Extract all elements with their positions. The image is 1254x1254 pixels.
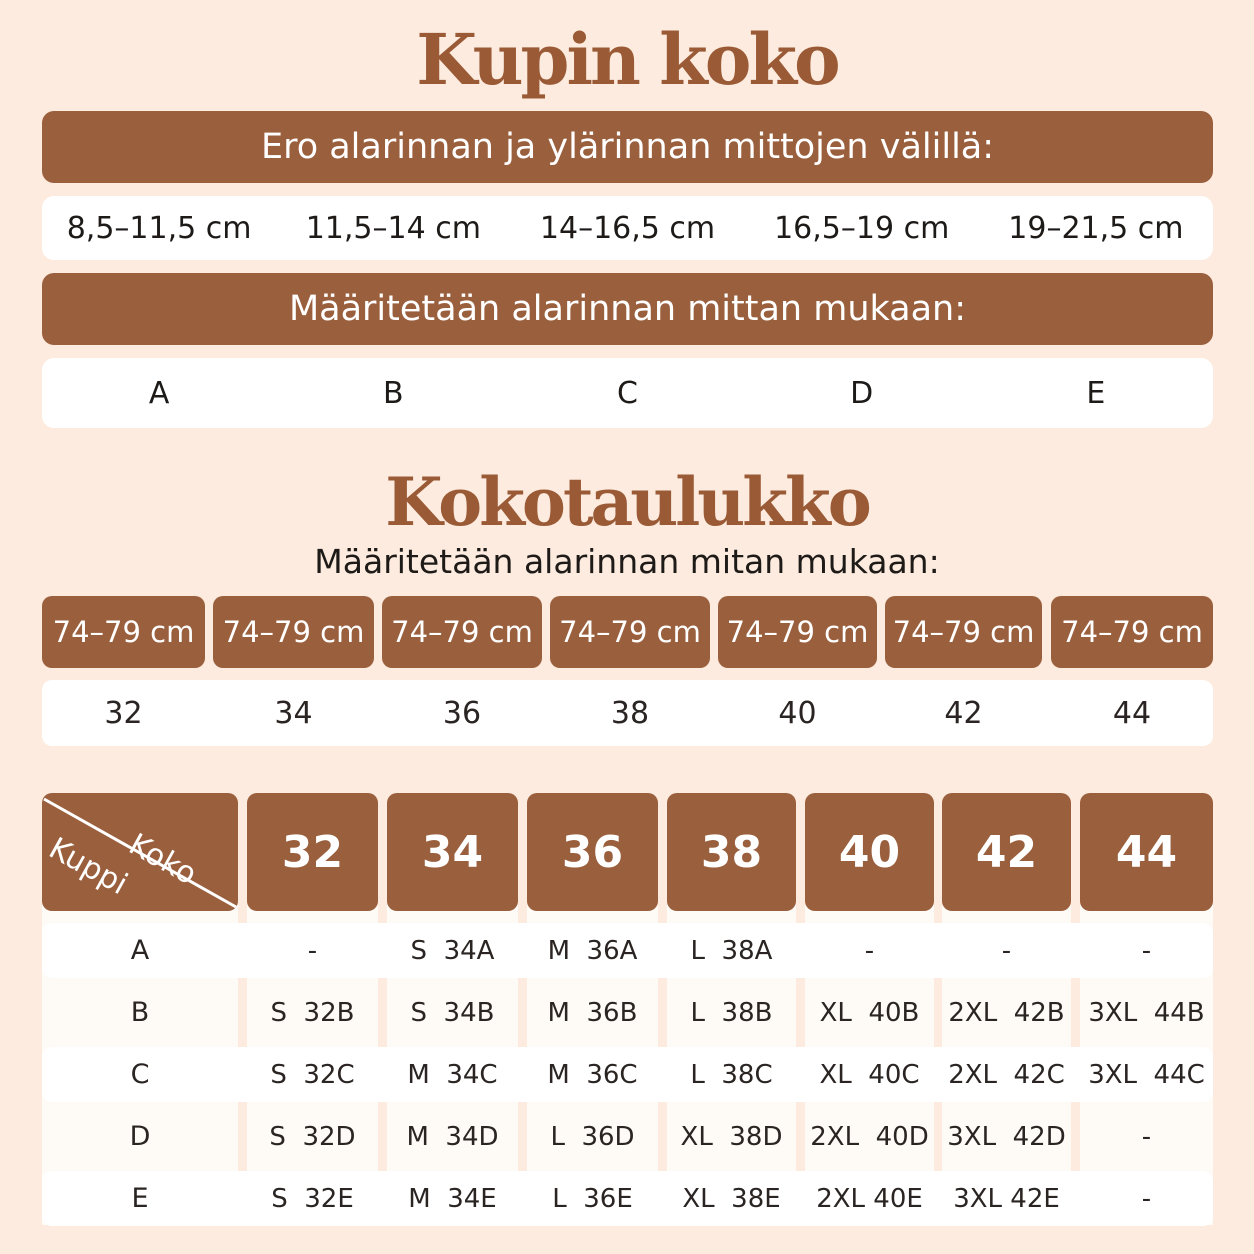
band-range-box: 74–79 cm [42,596,205,668]
cup-size-title: Kupin koko [416,18,838,101]
matrix-cell: 3XL 42D [947,1121,1066,1152]
matrix-cell: S 34A [410,935,495,966]
matrix-row-label: B [130,997,150,1028]
cup-letter-cell: A [148,375,170,411]
corner-label-cup: Kuppi [43,831,134,903]
matrix-cell: - [1141,1183,1152,1214]
matrix-column-header: 34 [387,793,518,911]
matrix-cell: 2XL 40E [816,1183,923,1214]
matrix-column-header: 40 [805,793,934,911]
cup-letter-header: Määritetään alarinnan mittan mukaan: [42,273,1213,345]
range-cell: 8,5–11,5 cm [66,210,252,246]
matrix-cell: - [1141,1121,1152,1152]
matrix-column-header: 38 [667,793,796,911]
band-size-value: 42 [944,695,983,731]
matrix-column-header: 32 [247,793,378,911]
matrix-cell: 3XL 42E [953,1183,1060,1214]
matrix-cell: - [307,935,318,966]
cup-letter-cell: C [617,375,638,411]
band-size-value: 32 [104,695,143,731]
band-size-value: 38 [610,695,650,731]
matrix-cell: M 34D [406,1121,499,1152]
matrix-row-label: C [130,1059,150,1090]
matrix-cell: S 32E [271,1183,354,1214]
corner-label-size: Koko [123,827,203,893]
cup-letter-cell: B [383,375,404,411]
matrix-cell: XL 38E [682,1183,781,1214]
size-chart-subtitle: Määritetään alarinnan mitan mukaan: [314,542,940,581]
matrix-cell: L 36D [550,1121,635,1152]
matrix-cell: - [1141,935,1152,966]
matrix-cell: XL 40B [819,997,920,1028]
matrix-column-header: 36 [527,793,658,911]
cup-letter-cell: E [1086,375,1106,411]
band-size-value: 34 [274,695,313,731]
matrix-cell: L 36E [552,1183,633,1214]
matrix-cell: 3XL 44B [1088,997,1205,1028]
band-size-value: 40 [778,695,817,731]
band-range-box: 74–79 cm [718,596,877,668]
band-range-box: 74–79 cm [1051,596,1213,668]
matrix-cell: M 36C [547,1059,638,1090]
matrix-row-label: E [131,1183,149,1214]
matrix-cell: 3XL 44C [1088,1059,1205,1090]
matrix-cell: S 32D [269,1121,356,1152]
cup-letters-row [42,358,1213,428]
matrix-cell: 2XL 42B [948,997,1065,1028]
matrix-row-label: A [130,935,150,966]
cup-difference-header: Ero alarinnan ja ylärinnan mittojen välillä: [42,111,1213,183]
range-cell: 11,5–14 cm [305,210,481,246]
matrix-column-header: 44 [1080,793,1213,911]
matrix-cell: - [1001,935,1012,966]
matrix-cell: S 32B [270,997,355,1028]
matrix-cell: 2XL 42C [948,1059,1065,1090]
band-range-box: 74–79 cm [550,596,710,668]
matrix-cell: XL 40C [819,1059,920,1090]
cup-letter-cell: D [850,375,874,411]
cup-ranges-row [42,196,1213,260]
band-range-box: 74–79 cm [382,596,542,668]
range-cell: 16,5–19 cm [774,210,950,246]
range-cell: 14–16,5 cm [539,210,716,246]
matrix-cell: M 36B [547,997,638,1028]
band-size-value: 44 [1112,695,1152,731]
matrix-corner-header [42,793,238,911]
matrix-cell: S 34B [410,997,495,1028]
matrix-cell: M 34C [407,1059,498,1090]
matrix-cell: M 36A [547,935,638,966]
band-size-value: 36 [442,695,482,731]
matrix-cell: - [864,935,875,966]
band-range-box: 74–79 cm [213,596,374,668]
matrix-row-label: D [129,1121,151,1152]
matrix-cell: L 38B [690,997,773,1028]
matrix-cell: XL 38D [680,1121,783,1152]
band-range-box: 74–79 cm [885,596,1042,668]
matrix-cell: 2XL 40D [810,1121,929,1152]
matrix-cell: M 34E [408,1183,497,1214]
matrix-column-header: 42 [942,793,1071,911]
matrix-cell: S 32C [270,1059,355,1090]
matrix-cell: L 38A [690,935,773,966]
matrix-cell: L 38C [690,1059,773,1090]
size-chart-title: Kokotaulukko [385,463,869,541]
range-cell: 19–21,5 cm [1008,210,1184,246]
